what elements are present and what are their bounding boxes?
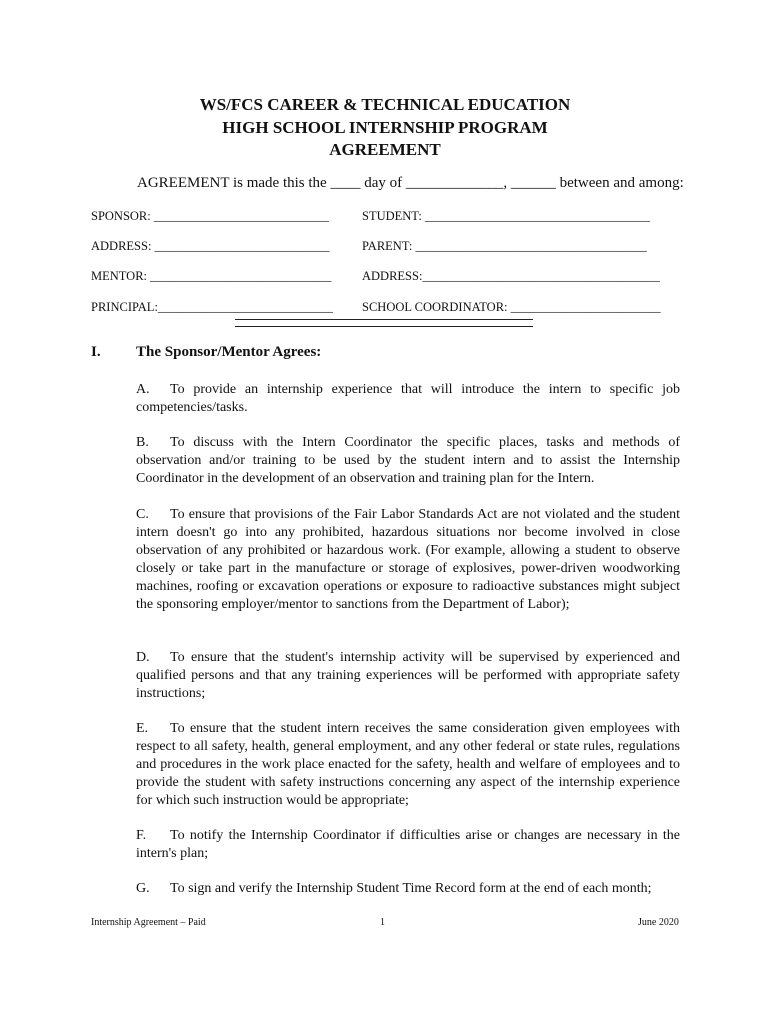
clause-label: D. [136,650,150,665]
clause-f [136,827,680,863]
clause-label: A. [136,382,150,397]
clause-label: C. [136,507,149,522]
section-title: The Sponsor/Mentor Agrees: [136,344,322,360]
mentor-field: MENTOR: _____________________________ [91,269,332,283]
clause-text: To notify the Internship Coordinator if difficulties arise or changes are necessary in the intern's plan; [136,828,680,861]
clause-label: B. [136,435,149,450]
student-address-field: ADDRESS:______________________________________ [362,269,660,283]
title-line-1: WS/FCS CAREER & TECHNICAL EDUCATION [199,95,571,114]
agreement-intro: AGREEMENT is made this the ____ day of _____________, ______ between and among: [137,175,684,191]
clause-label: E. [136,721,149,736]
clause-text: To provide an internship experience that will introduce the intern to specific job competencies/tasks. [136,382,680,415]
footer-date: June 2020 [638,917,679,928]
footer-page-number: 1 [380,917,385,928]
footer-document-name: Internship Agreement – Paid [91,917,206,928]
clause-label: G. [136,881,150,896]
title-line-2: HIGH SCHOOL INTERNSHIP PROGRAM [222,118,548,137]
clause-text: To ensure that provisions of the Fair Labor Standards Act are not violated and the student intern doesn't go into any prohibited, hazardous situations nor become involved in close observation of any prohibited or hazardous work. (For example, allowing a student to observe closely or take part in the manufacture or storage of explosives, power-driven woodworking machines, roofing or excavation operations or exposure to radioactive substances might subject the sponsoring employer/mentor to sanctions from the Department of Labor); [136,507,680,612]
clause-a [136,381,680,417]
sponsor-address-field: ADDRESS: ____________________________ [91,239,330,253]
clause-text: To ensure that the student's internship activity will be supervised by experienced and qualified persons and that any training experiences will be performed with appropriate safety instructions; [136,650,680,701]
clause-text: To sign and verify the Internship Student Time Record form at the end of each month; [170,881,652,896]
clause-b [136,434,680,488]
clause-g [136,880,680,898]
clause-c [136,506,680,614]
sponsor-field: SPONSOR: ____________________________ [91,209,329,223]
double-rule-divider [235,319,533,327]
school-coordinator-field: SCHOOL COORDINATOR: ________________________ [362,300,661,314]
clause-text: To discuss with the Intern Coordinator the specific places, tasks and methods of observation and/or training to be used by the student intern and to assist the Internship Coordinator in the development of an observation and training plan for the Intern. [136,435,680,486]
section-number: I. [91,344,101,360]
student-field: STUDENT: ____________________________________ [362,209,650,223]
principal-field: PRINCIPAL:____________________________ [91,300,333,314]
title-line-3: AGREEMENT [329,140,441,159]
clause-text: To ensure that the student intern receives the same consideration given employees with respect to all safety, health, general employment, and any other federal or state rules, regulations and procedures in the work place enacted for the safety, health and welfare of employees and to provide the student with safety instructions concerning any aspect of the internship experience for which such instruction would be appropriate; [136,721,680,808]
clause-e [136,720,680,810]
parent-field: PARENT: _____________________________________ [362,239,647,253]
clause-label: F. [136,828,147,843]
clause-d [136,649,680,703]
